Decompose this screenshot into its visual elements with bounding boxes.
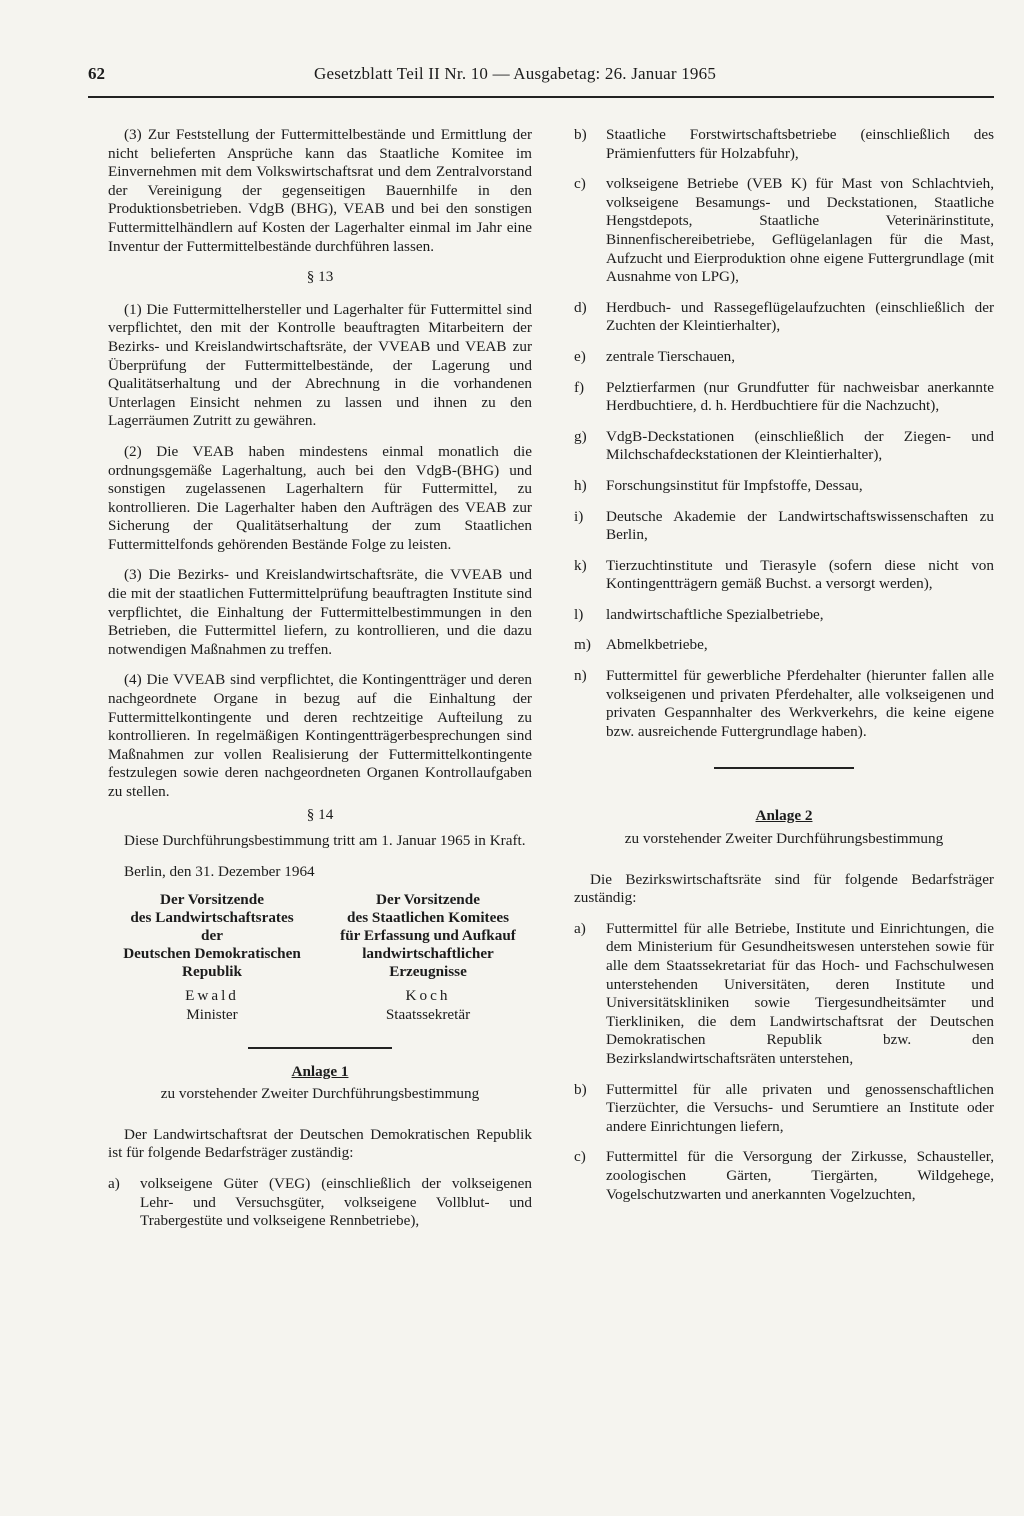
right-column	[574, 126, 994, 1216]
list-item-label: d)	[574, 298, 587, 316]
list-item-text: Abmelkbetriebe,	[606, 636, 708, 654]
anlage-2-intro: Die Bezirkswirtschaftsräte sind für folgende Bedarfsträger zuständig:	[574, 870, 994, 907]
anlage-2-title: Anlage 2	[755, 807, 813, 825]
list-item	[574, 126, 994, 163]
anlage-1-title: Anlage 1	[291, 1062, 349, 1080]
paragraph-13-3: (3) Die Bezirks- und Kreislandwirtschaftsräte, die VVEAB und die mit der staatlichen Futtermittelprüfung beauftragten Institute sind verpflichtet, die Einhaltung der Futtermittelbestimmungen in den Betrieben, die Futtermittel liefern, zu kontrollieren, und die dazu notwendigen Maßnahmen zu treffen.	[108, 566, 532, 658]
list-item-text: landwirtschaftliche Spezialbetriebe,	[606, 605, 824, 623]
divider-rule	[714, 767, 854, 769]
list-item-label: a)	[574, 919, 586, 937]
list-item-label: c)	[574, 1148, 586, 1166]
list-item	[574, 920, 994, 1069]
sig2-line4: landwirtschaftlicher	[362, 945, 494, 963]
list-item-text: Futtermittel für die Versorgung der Zirkusse, Schausteller, zoologischen Gärten, Tiergärten, Wildgehege, Vogelschutzwarten und anerkannten Vogelzuchten,	[606, 1148, 994, 1203]
list-item-text: Pelztierfarmen (nur Grundfutter für nachweisbar anerkannte Herdbuchtiere, d. h. Herdbuchtiere für die Nachzucht),	[606, 378, 994, 415]
list-item-text: VdgB-Deckstationen (einschließlich der Ziegen- und Milchschafdeckstationen der Kleintierhalter),	[606, 427, 994, 464]
list-item	[574, 636, 994, 655]
sig1-role: Minister	[186, 1005, 238, 1023]
list-item-text: volkseigene Betriebe (VEB K) für Mast von Schlachtvieh, volkseigene Besamungs- und Deckstationen, Staatliche Hengstdepots, Staatliche Veterinärinstitute, Binnenfischereibetriebe, Geflügelanlagen für die Mast, Aufzucht und Eierproduktion ohne eigene Futtergrundlage (mit Ausnahme von LPG),	[606, 175, 994, 286]
list-item-label: b)	[574, 1080, 587, 1098]
signature-block-komitee	[324, 891, 532, 1024]
sig1-line2: des Landwirtschaftsrates	[130, 909, 294, 927]
list-item	[574, 477, 994, 496]
list-item-text: volkseigene Güter (VEG) (einschließlich der volkseigenen Lehr- und Versuchsgüter, volkseigene Vollblut- und Trabergestüte und volkseigene Rennbetriebe),	[140, 1174, 532, 1230]
list-item-label: f)	[574, 378, 585, 396]
paragraph-12-3: (3) Zur Feststellung der Futtermittelbestände und Ermittlung der nicht belieferten Ansprüche kann das Staatliche Komitee im Einvernehmen mit dem Volkswirtschaftsrat und dem Zentralvorstand der Vereinigung der gegenseitigen Bauernhilfe in den Produktionsbetrieben. VdgB (BHG), VEAB und bei den sonstigen Futtermittelhändlern auf Kosten der Lagerhalter einmal im Jahr eine Inventur der Futtermittelbestände durchführen lassen.	[108, 126, 532, 255]
page-number: 62	[88, 64, 105, 83]
anlage-2-subtitle: zu vorstehender Zweiter Durchführungsbestimmung	[624, 830, 944, 848]
list-item-text: Futtermittel für gewerbliche Pferdehalter (hierunter fallen alle volkseigenen und privaten Pferdehalter, alle volkseigenen und privaten Gespannhalter des Werkverkehrs, die keine eigene bzw. ausreichende Futtergrundlage haben).	[606, 667, 994, 740]
list-item	[574, 1081, 994, 1137]
sig1-line4: Deutschen Demokratischen	[123, 945, 301, 963]
section-13-heading: § 13	[306, 268, 334, 286]
list-item-text: Herdbuch- und Rassegeflügelaufzuchten (einschließlich der Zuchten der Kleintierhalter),	[606, 298, 994, 335]
list-item-label: i)	[574, 507, 584, 525]
divider-rule	[248, 1047, 392, 1049]
list-item	[108, 1175, 532, 1231]
page-header	[88, 62, 994, 98]
sig2-line1: Der Vorsitzende	[376, 891, 480, 909]
list-item-label: k)	[574, 556, 587, 574]
signature-blocks	[108, 891, 532, 1024]
running-title: Gesetzblatt Teil II Nr. 10 — Ausgabetag: 26. Januar 1965	[314, 64, 717, 83]
anlage-2-list	[574, 920, 994, 1204]
anlage-1-intro: Der Landwirtschaftsrat der Deutschen Demokratischen Republik ist für folgende Bedarfsträger zuständig:	[108, 1125, 532, 1162]
list-item-text: Deutsche Akademie der Landwirtschaftswissenschaften zu Berlin,	[606, 507, 994, 544]
list-item	[574, 175, 994, 287]
list-item-text: Futtermittel für alle Betriebe, Institute und Einrichtungen, die dem Ministerium für Gesundheitswesen unterstehen sowie für alle dem Staatssekretariat für das Hoch- und Fachschulwesen unterstehenden Universitäten, deren Institute und Universitätskliniken sowie Tiergesundheitsämter und Tierkliniken, die dem Landwirtschaftsrat der Deutschen Demokratischen Republik bzw. den Bezirkslandwirtschaftsräten unterstehen,	[606, 919, 994, 1067]
left-column	[108, 126, 532, 1243]
sig2-line3: für Erfassung und Aufkauf	[340, 927, 516, 945]
paragraph-13-1: (1) Die Futtermittelhersteller und Lagerhalter für Futtermittel sind verpflichtet, den mit der Kontrolle beauftragten Mitarbeitern der Bezirks- und Kreislandwirtschaftsräte, der VVEAB und VEAB zur Überprüfung der Futtermittelbestände, der Lagerung und Qualitätserhaltung und der Abrechnung in die vorhandenen Unterlagen Einsicht nehmen zu lassen und ihnen zu den Lagerräumen Zutritt zu gewähren.	[108, 300, 532, 430]
sig2-name: Koch	[405, 987, 451, 1005]
sig1-line3: der	[201, 927, 223, 945]
list-item	[574, 428, 994, 465]
section-14-heading: § 14	[306, 805, 334, 823]
paragraph-14: Diese Durchführungsbestimmung tritt am 1. Januar 1965 in Kraft.	[124, 832, 526, 850]
list-item-label: b)	[574, 126, 587, 143]
list-item-text: zentrale Tierschauen,	[606, 347, 736, 365]
list-item-label: c)	[574, 175, 586, 193]
sig2-line5: Erzeugnisse	[389, 963, 467, 981]
sig1-line5: Republik	[182, 963, 242, 981]
list-item	[574, 667, 994, 741]
list-item-text: Futtermittel für alle privaten und genossenschaftlichen Tierzüchter, die Versuchs- und Serumtiere an Institute oder andere Einrichtungen liefern,	[606, 1080, 994, 1135]
list-item-text: Tierzuchtinstitute und Tierasyle (sofern diese nicht von Kontingentträgern gemäß Buchst. a versorgt werden),	[606, 556, 994, 593]
paragraph-13-2: (2) Die VEAB haben mindestens einmal monatlich die ordnungsgemäße Lagerhaltung, auch bei den VdgB-(BHG) und sonstigen zugelassenen Lagerhaltern für Futtermittel, zu kontrollieren. Die Lagerhalter haben den Aufträgen des VEAB zur Sicherung der Qualitätserhaltung der zum Staatlichen Futtermittelfonds gehörenden Bestände Folge zu leisten.	[108, 442, 532, 553]
list-item-label: l)	[574, 605, 584, 623]
sig1-name: Ewald	[185, 987, 239, 1005]
place-date: Berlin, den 31. Dezember 1964	[124, 862, 315, 880]
list-item-label: m)	[574, 636, 591, 654]
list-item	[574, 379, 994, 416]
list-item-label: a)	[108, 1174, 120, 1192]
sig2-role: Staatssekretär	[385, 1005, 471, 1023]
list-item	[574, 1148, 994, 1204]
list-item	[574, 299, 994, 336]
sig1-line1: Der Vorsitzende	[160, 891, 264, 909]
list-item-label: h)	[574, 476, 587, 494]
list-item-label: n)	[574, 667, 587, 685]
list-item	[574, 348, 994, 367]
paragraph-13-4: (4) Die VVEAB sind verpflichtet, die Kontingentträger und deren nachgeordnete Organe in bezug auf die Einhaltung der Futtermittelkontingente und deren rechtzeitige Aufteilung zu kontrollieren. In regelmäßigen Kontingentträgerbesprechungen sind Maßnahmen zur vollen Realisierung der Futtermittelkontingente festzulegen sowie deren nachgeordneten Organen Kontrollaufgaben zu stellen.	[108, 671, 532, 800]
list-item-text: Staatliche Forstwirtschaftsbetriebe (einschließlich des Prämienfutters für Holzabfuhr),	[606, 126, 994, 162]
anlage-1-list-continued	[574, 126, 994, 741]
list-item	[574, 508, 994, 545]
signature-block-landwirtschaftsrat	[108, 891, 316, 1024]
list-item-text: Forschungsinstitut für Impfstoffe, Dessau,	[606, 476, 863, 494]
anlage-1-subtitle: zu vorstehender Zweiter Durchführungsbestimmung	[160, 1085, 480, 1103]
sig2-line2: des Staatlichen Komitees	[347, 909, 509, 927]
list-item	[574, 557, 994, 594]
list-item-label: g)	[574, 427, 587, 445]
list-item-label: e)	[574, 347, 586, 365]
list-item	[574, 606, 994, 625]
